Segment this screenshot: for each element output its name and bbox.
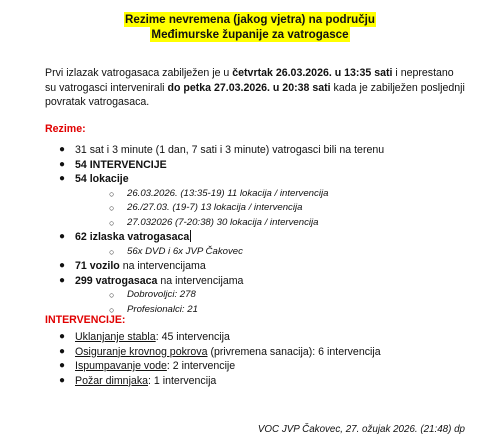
- intervention-type: Ispumpavanje vode: [75, 360, 167, 372]
- intervention-count: : 45 intervencija: [155, 331, 230, 343]
- ring-bullet-icon: ○: [109, 188, 115, 199]
- bullet-icon: ●: [59, 274, 66, 286]
- firefighters-text: na intervencijama: [157, 274, 244, 287]
- title-line-2: Međimurske županije za vatrogasce: [151, 28, 349, 41]
- locations-sublist: [75, 187, 475, 231]
- sub-list-item: [75, 288, 475, 303]
- title-line-1: Rezime nevremena (jakog vjetra) na području: [125, 13, 375, 26]
- intervention-count: : 2 intervencije: [166, 360, 236, 372]
- firefighters-sublist: [75, 288, 475, 317]
- firefighters-count: 299 vatrogasaca: [75, 274, 158, 287]
- intro-text-1: Prvi izlazak vatrogasaca zabilježen je u: [45, 67, 233, 79]
- bullet-icon: ●: [59, 231, 66, 242]
- bullet-icon: ●: [59, 158, 66, 170]
- vehicles-text: na intervencijama: [119, 260, 206, 272]
- ring-bullet-icon: ○: [109, 217, 115, 228]
- list-item: [45, 330, 475, 345]
- sub-item-text: Dobrovoljci: 278: [127, 289, 196, 300]
- sub-list-item: [75, 201, 475, 216]
- sub-item-text: 27.032026 (7-20:38) 30 lokacija / intervencija: [127, 216, 319, 228]
- sub-list-item: [75, 187, 475, 202]
- interventions-heading: INTERVENCIJE:: [45, 314, 126, 326]
- text-cursor: [190, 230, 191, 242]
- intervention-type: Požar dimnjaka: [75, 374, 149, 387]
- vehicles-count: 71 vozilo: [75, 260, 120, 272]
- intro-start-time: četvrtak 26.03.2026. u 13:35 sati: [232, 67, 393, 79]
- bullet-icon: ●: [59, 331, 66, 342]
- document-footer: VOC JVP Čakovec, 27. ožujak 2026. (21:48) dp: [257, 424, 465, 435]
- ring-bullet-icon: ○: [109, 246, 115, 257]
- list-item: [45, 230, 475, 259]
- intervention-type: Uklanjanje stabla: [75, 331, 156, 343]
- interventions-count: 54 INTERVENCIJE: [75, 158, 167, 171]
- bullet-icon: ●: [59, 345, 66, 357]
- list-item: [45, 374, 475, 389]
- sub-item-text: 26.03.2026. (13:35-19) 11 lokacija / intervencija: [127, 187, 329, 199]
- intro-text-2: i neprestano su vatrogasci intervenirali: [45, 67, 454, 94]
- ring-bullet-icon: ○: [109, 304, 115, 315]
- sub-list-item: [75, 245, 475, 260]
- locations-count: 54 lokacije: [75, 173, 129, 185]
- duration-text: 31 sat i 3 minute (1 dan, 7 sati i 3 minute) vatrogasci bili na terenu: [75, 144, 385, 156]
- intervention-type: Osiguranje krovnog pokrova: [75, 345, 208, 358]
- intro-end-time: do petka 27.03.2026. u 20:38 sati: [167, 81, 331, 94]
- sub-list-item: [75, 216, 475, 231]
- intro-paragraph: [45, 66, 465, 110]
- list-item: [45, 359, 475, 374]
- summary-list: [45, 143, 475, 317]
- sub-list-item: [75, 303, 475, 318]
- bullet-icon: ●: [59, 360, 66, 371]
- intro-text-3: kada je zabilježen posljednji povratak vatrogasaca.: [45, 81, 465, 108]
- intervention-count: : 1 intervencija: [148, 374, 217, 387]
- sub-item-text: Profesionalci: 21: [127, 303, 198, 315]
- bullet-icon: ●: [59, 374, 66, 386]
- intervention-count: (privremena sanacija): 6 intervencija: [207, 345, 381, 358]
- list-item: [45, 259, 475, 274]
- bullet-icon: ●: [59, 173, 66, 184]
- bullet-icon: ●: [59, 144, 66, 155]
- interventions-list: [45, 330, 475, 388]
- list-item: [45, 345, 475, 360]
- bullet-icon: ●: [59, 260, 66, 271]
- list-item: [45, 172, 475, 230]
- document-title: [0, 12, 500, 42]
- ring-bullet-icon: ○: [109, 290, 115, 300]
- exits-sublist: [75, 245, 475, 260]
- sub-item-text: 26./27.03. (19-7) 13 lokacija / intervencija: [127, 202, 303, 213]
- list-item: [45, 274, 475, 318]
- rezime-heading: Rezime:: [45, 123, 86, 135]
- list-item: [45, 143, 475, 158]
- exits-count: 62 izlaska vatrogasaca: [75, 231, 190, 243]
- sub-item-text: 56x DVD i 6x JVP Čakovec: [127, 245, 243, 257]
- ring-bullet-icon: ○: [109, 203, 115, 213]
- list-item: [45, 158, 475, 173]
